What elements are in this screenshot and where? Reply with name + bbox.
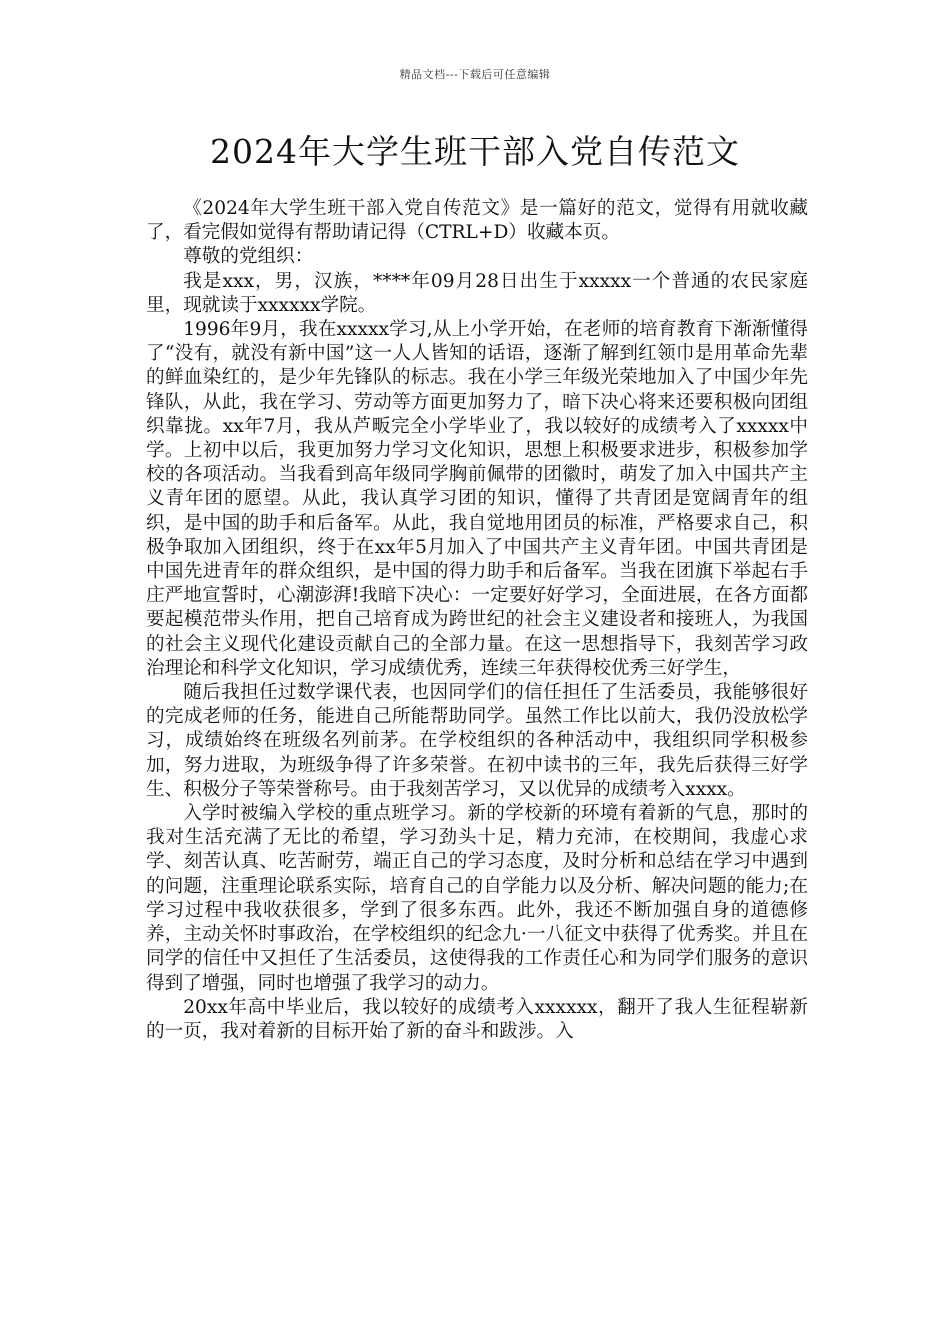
paragraph-high-school: 入学时被编入学校的重点班学习。新的学校新的环境有着新的气息，那时的我对生活充满了无比的希望，学习劲头十足，精力充沛，在校期间，我虚心求学、刻苦认真、吃苦耐劳，端正自己的学习态度，及时分析和总结在学习中遇到的问题，注重理论联系实际，培育自己的自学能力以及分析、解决问题的能力;在学习过程中我收获很多，学到了很多东西。此外，我还不断加强自身的道德修养，主动关怀时事政治，在学校组织的纪念九·一八征文中获得了优秀奖。并且在同学的信任中又担任了生活委员，这使得我的工作责任心和为同学们服务的意识得到了增强，同时也增强了我学习的动力。 bbox=[146, 803, 808, 994]
paragraph-self-intro: 我是xxx，男，汉族，****年09月28日出生于xxxxx一个普通的农民家庭里，现就读于xxxxxx学院。 bbox=[146, 270, 808, 316]
document-body bbox=[146, 197, 808, 1044]
paragraph-school-history: 1996年9月，我在xxxxx学习,从上小学开始，在老师的培育教育下渐渐懂得了“没有，就没有新中国”这一人人皆知的话语，逐渐了解到红领巾是用革命先辈的鲜血染红的，是少年先锋队的标志。我在小学三年级光荣地加入了中国少年先锋队，从此，我在学习、劳动等方面更加努力了，暗下决心将来还要积极向团组织靠拢。xx年7月，我从芦畈完全小学毕业了，我以较好的成绩考入了xxxxx中学。上初中以后，我更加努力学习文化知识，思想上积极要求进步，积极参加学校的各项活动。当我看到高年级同学胸前佩带的团徽时，萌发了加入中国共产主义青年团的愿望。从此，我认真学习团的知识，懂得了共青团是宽阔青年的组织，是中国的助手和后备军。从此，我自觉地用团员的标准，严格要求自己，积极争取加入团组织，终于在xx年5月加入了中国共产主义青年团。中国共青团是中国先进青年的群众组织，是中国的得力助手和后备军。当我在团旗下举起右手庄严地宣誓时，心潮澎湃!我暗下决心：一定要好好学习，全面进展，在各方面都要起模范带头作用，把自己培育成为跨世纪的社会主义建设者和接班人，为我国的社会主义现代化建设贡献自己的全部力量。在这一思想指导下，我刻苦学习政治理论和科学文化知识，学习成绩优秀，连续三年获得校优秀三好学生， bbox=[146, 319, 808, 679]
document-title: 2024年大学生班干部入党自传范文 bbox=[210, 132, 740, 171]
paragraph-class-duties: 随后我担任过数学课代表，也因同学们的信任担任了生活委员，我能够很好的完成老师的任务，能进自己所能帮助同学。虽然工作比以前大，我仍没放松学习，成绩始终在班级名列前茅。在学校组织的各种活动中，我组织同学积极参加，努力进取，为班级争得了许多荣誉。在初中读书的三年，我先后获得三好学生、积极分子等荣誉称号。由于我刻苦学习，又以优异的成绩考入xxxx。 bbox=[146, 682, 808, 800]
salutation: 尊敬的党组织： bbox=[183, 246, 314, 268]
page-header: 精品文档---下载后可任意编辑 bbox=[399, 68, 551, 81]
intro-paragraph: 《2024年大学生班干部入党自传范文》是一篇好的范文，觉得有用就收藏了，看完假如觉得有帮助请记得（CTRL+D）收藏本页。 bbox=[146, 198, 808, 244]
paragraph-college: 20xx年高中毕业后，我以较好的成绩考入xxxxxx，翻开了我人生征程崭新的一页，我对着新的目标开始了新的奋斗和跋涉。入 bbox=[146, 996, 808, 1042]
